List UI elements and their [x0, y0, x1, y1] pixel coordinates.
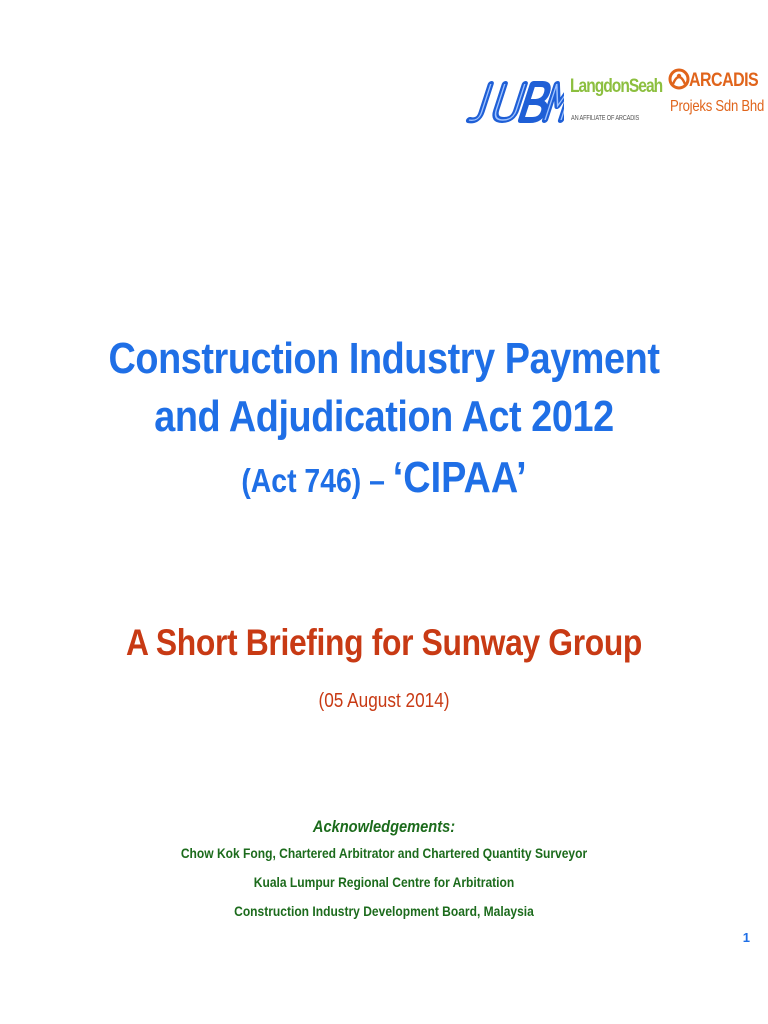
title-line-1: Construction Industry Payment: [108, 334, 660, 383]
main-title: [0, 330, 768, 518]
jubm-logo: [462, 74, 564, 132]
briefing-date: (05 August 2014): [318, 690, 450, 712]
acknowledgements-heading: Acknowledgements:: [312, 817, 456, 836]
langdon-seah-name: LangdonSeah: [570, 76, 663, 97]
briefing-subtitle: A Short Briefing for Sunway Group: [125, 622, 643, 663]
langdon-seah-affiliation: AN AFFILIATE OF ARCADIS: [571, 115, 640, 122]
acknowledgements: [0, 815, 768, 926]
arcadis-name: ARCADIS: [689, 70, 759, 91]
acknowledgement-line: Construction Industry Development Board, Malaysia: [234, 903, 534, 919]
arcadis-emblem-icon: [667, 66, 691, 90]
title-act-number: (Act 746) –: [241, 462, 393, 499]
page-number: 1: [742, 930, 750, 945]
arcadis-logo: [667, 66, 767, 130]
title-line-2: and Adjudication Act 2012: [154, 392, 614, 441]
svg-text:JUBM: JUBM: [462, 74, 465, 75]
acknowledgement-line: Kuala Lumpur Regional Centre for Arbitration: [253, 874, 515, 890]
langdon-seah-logo: [570, 72, 666, 132]
acknowledgement-line: Chow Kok Fong, Chartered Arbitrator and Chartered Quantity Surveyor: [180, 845, 588, 861]
title-short-name: ‘CIPAA’: [392, 453, 527, 502]
jubm-logo-mark: [462, 74, 564, 132]
title-line-3: [54, 448, 714, 518]
logo-bar: [462, 64, 765, 136]
arcadis-subtitle: Projeks Sdn Bhd: [670, 98, 765, 115]
